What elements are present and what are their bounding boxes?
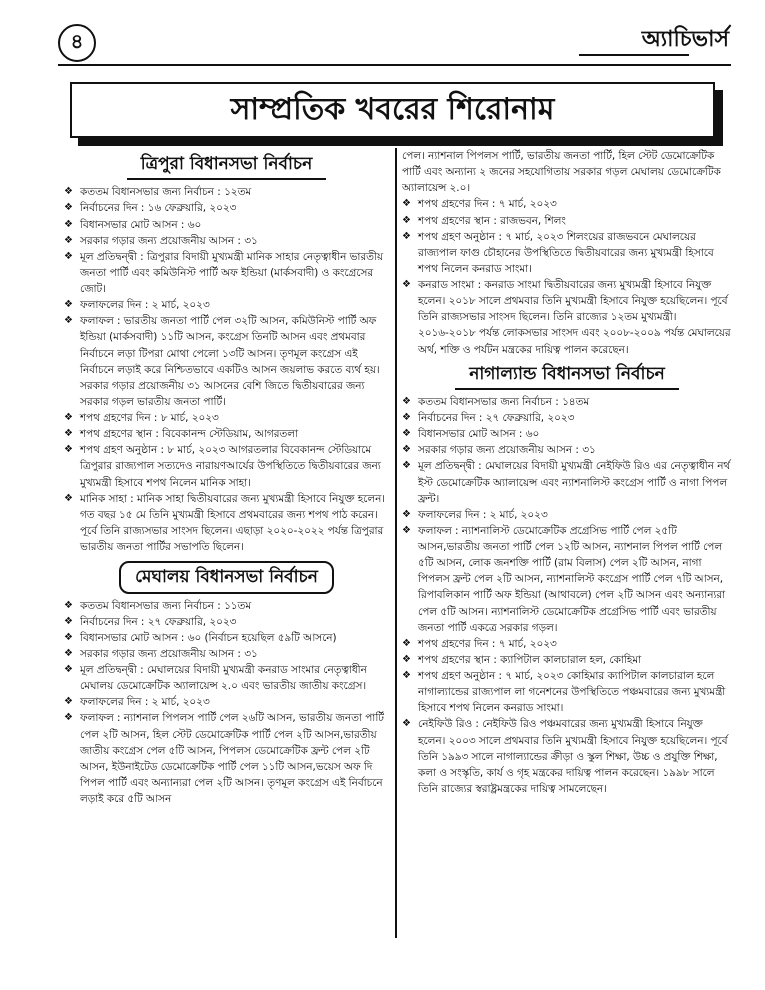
list-item — [402, 394, 732, 410]
header-rule — [58, 64, 731, 66]
page-title: সাম্প্রতিক খবরের শিরোনাম — [70, 82, 715, 138]
list-item — [64, 442, 389, 490]
bullet-icon: ❖ — [64, 615, 73, 627]
list-item-text: মূল প্রতিদ্বন্দ্বী : মেঘালয়ের বিদায়ী মুখ্যমন্ত্রী কনরাড সাংমার নেতৃত্বাধীন মেঘালয় ডেমোক্রেটিক অ্যালায়েন্স ২.০ এবং ভারতীয় জাতীয় কংগ্রেস। — [80, 664, 367, 693]
bullet-icon: ❖ — [64, 299, 73, 311]
tripura-heading: ত্রিপুরা বিধানসভা নির্বাচন — [127, 150, 327, 180]
list-item — [402, 523, 732, 636]
bullet-icon: ❖ — [64, 234, 73, 246]
list-item-text: নির্বাচনের দিন : ২৭ ফেব্রুয়ারি, ২০২৩ — [418, 412, 575, 425]
meghalaya-list-cont — [402, 196, 732, 357]
list-item — [64, 249, 389, 297]
brand-underline — [579, 54, 689, 56]
list-item-text: শপথ গ্রহণ অনুষ্ঠান : ৭ মার্চ, ২০২৩ কোহিমার ক্যাপিটাল কালচারাল হলে নাগাল্যান্ডের রাজ্যপাল লা গনেশনের উপস্থিতিতে পঞ্চমবারের জন্য মুখ্যমন্ত্রী হিসাবে শপথ নিলেন কনরাড সাংমা। — [418, 670, 726, 715]
list-item-text: ফলাফল : ন্যাশনাল পিপলস পার্টি পেল ২৬টি আসন, ভারতীয় জনতা পার্টি পেল ২টি আসন, হিল স্টেট ডেমোক্রেটিক পার্টি পেল ২টি আসন,ভারতীয় জাতীয় কংগ্রেস পেল ৫টি আসন, পিপলস ডেমোক্রেটিক ফ্রন্ট পেল ২টি আসন, ইউনাইটেড ডেমোক্রেটিক পার্টি পেল ১১টি আসন,ভয়েস অফ দি পিপল পার্টি এবং অন্যান্যরা পেল ২টি আসন। তৃণমূল কংগ্রেস এই নির্বাচনে লড়াই করে ৫টি আসন — [80, 712, 384, 806]
list-item-text: শপথ গ্রহণের দিন : ৭ মার্চ, ২০২৩ — [418, 637, 557, 650]
list-item — [402, 410, 732, 426]
bullet-icon: ❖ — [402, 444, 411, 456]
bullet-icon: ❖ — [64, 428, 73, 440]
list-item-text: শপথ গ্রহণের স্থান : বিবেকানন্দ স্টেডিয়াম, আগরতলা — [80, 428, 298, 441]
list-item-text: বিধানসভার মোট আসন : ৬০ — [80, 218, 202, 231]
list-item — [402, 668, 732, 716]
bullet-icon: ❖ — [402, 524, 411, 536]
list-item-text: সরকার গড়ার জন্য প্রয়োজনীয় আসন : ৩১ — [80, 647, 258, 660]
list-item — [64, 233, 389, 249]
list-item — [64, 184, 389, 200]
left-column — [64, 148, 389, 938]
column-divider — [395, 148, 397, 938]
page-number: ৪ — [58, 24, 96, 62]
list-item-text: ফলাফলের দিন : ২ মার্চ, ২০২৩ — [418, 508, 548, 521]
bullet-icon: ❖ — [402, 670, 411, 682]
nagaland-heading-wrap — [402, 358, 732, 394]
bullet-icon: ❖ — [64, 315, 73, 327]
list-item — [64, 491, 389, 556]
list-item — [402, 229, 732, 277]
list-item-text: শপথ গ্রহণের দিন : ৭ মার্চ, ২০২৩ — [418, 198, 557, 211]
list-item-text: ফলাফল : ভারতীয় জনতা পার্টি পেল ৩২টি আসন, কমিউনিস্ট পার্টি অফ ইন্ডিয়া (মার্কসবাদী) ১১টি আসন, কংগ্রেস তিনটি আসন এবং প্রথমবার নির্বাচনে লড়া টিপরা মোথা পেলো ১৩টি আসন। তৃণমূল কংগ্রেস এই নির্বাচনে লড়াই করে নিশ্চিতভাবে একটিও আসন জয়লাভ করতে ব্যর্থ হয়। সরকার গড়ার প্রয়োজনীয় ৩১ আসনের বেশি জিতে দ্বিতীয়বারের জন্য সরকার গড়ল ভারতীয় জনতা পার্টি। — [80, 315, 380, 408]
list-item — [64, 614, 389, 630]
bullet-icon: ❖ — [402, 230, 411, 242]
meghalaya-continuation: পেল। ন্যাশনাল পিপলস পার্টি, ভারতীয় জনতা পার্টি, হিল স্টেট ডেমোক্রেটিক পার্টি এবং অন্যান্য ২ জনের সহযোগিতায় সরকার গড়ল মেঘালয় ডেমোক্রেটিক অ্যালায়েন্স ২.০। — [402, 150, 721, 195]
list-item-text: ফলাফলের দিন : ২ মার্চ, ২০২৩ — [80, 696, 210, 709]
brand-logo — [579, 18, 729, 62]
list-item-text: শপথ গ্রহণ অনুষ্ঠান : ৮ মার্চ, ২০২৩ আগরতলার বিবেকানন্দ স্টেডিয়ামে ত্রিপুরার রাজ্যপাল সত্যদেও নারায়ণআর্যের উপস্থিতিতে দ্বিতীয়বারের জন্য মুখ্যমন্ত্রী হিসাবে শপথ নিলেন মানিক সাহা। — [80, 444, 381, 489]
bullet-icon: ❖ — [402, 279, 411, 290]
list-item-text: সরকার গড়ার জন্য প্রয়োজনীয় আসন : ৩১ — [418, 444, 596, 457]
list-item — [64, 630, 389, 646]
bullet-icon: ❖ — [402, 460, 411, 472]
list-item — [64, 200, 389, 216]
list-item — [402, 277, 732, 358]
bullet-icon: ❖ — [64, 696, 73, 708]
list-item — [402, 458, 732, 506]
meghalaya-heading: মেঘালয় বিধানসভা নির্বাচন — [119, 561, 334, 593]
bullet-icon: ❖ — [64, 202, 73, 214]
tripura-list — [64, 184, 389, 555]
bullet-icon: ❖ — [64, 647, 73, 659]
list-item-text: নেইফিউ রিও : নেইফিউ রিও পঞ্চমবারের জন্য মুখ্যমন্ত্রী হিসাবে নিযুক্ত হলেন। ২০০৩ সালে প্রথমবার তিনি মুখ্যমন্ত্রী হিসাবে নিযুক্ত হয়েছিলেন। পূর্বে তিনি ১৯৯৩ সালে নাগাল্যান্ডের ক্রীড়া ও স্কুল শিক্ষা, উচ্চ ও প্রযুক্তি শিক্ষা, কলা ও সংস্কৃতি, কার্য ও গৃহ মন্ত্রকের দায়িত্ব পালন করেছেন। ১৯৯৮ সালে তিনি রাজ্যের স্বরাষ্ট্রমন্ত্রকের দায়িত্ব সামলেছেন। — [418, 718, 728, 795]
bullet-icon: ❖ — [402, 637, 411, 649]
list-item — [402, 507, 732, 523]
list-item — [64, 217, 389, 233]
list-item — [402, 196, 732, 212]
title-banner — [70, 82, 715, 138]
nagaland-heading: নাগাল্যান্ড বিধানসভা নির্বাচন — [455, 360, 679, 390]
list-item-text: ফলাফল : ন্যাশনালিস্ট ডেমোক্রেটিক প্রগ্রেসিভ পার্টি পেল ২৫টি আসন,ভারতীয় জনতা পার্টি পেল ১২টি আসন, ন্যাশনাল পিপল পার্টি পেল ৫টি আসন, লোক জনশক্তি পার্টি (রাম বিলাস) পেল ২টি আসন, নাগা পিপলস ফ্রন্ট পেল ২টি আসন, ন্যাশনালিস্ট কংগ্রেস পার্টি পেল ৭টি আসন, রিপাবলিকান পার্টি অফ ইন্ডিয়া (আথাবলে) পেল ২টি আসন এবং অন্যান্যরা পেল ৫টি আসন। ন্যাশনালিস্ট ডেমোক্রেটিক প্রগ্রেসিভ পার্টি এবং ভারতীয় জনতা পার্টি একত্রে সরকার গড়ল। — [418, 524, 726, 634]
list-item-text: কততম বিধানসভার জন্য নির্বাচন : ১৪তম — [418, 395, 590, 408]
bullet-icon: ❖ — [64, 712, 73, 724]
bullet-icon: ❖ — [402, 214, 411, 226]
bullet-icon: ❖ — [64, 186, 73, 198]
right-column — [402, 148, 732, 938]
meghalaya-list — [64, 598, 389, 808]
list-item-text: বিধানসভার মোট আসন : ৬০ — [418, 428, 540, 441]
list-item — [64, 426, 389, 442]
bullet-icon: ❖ — [64, 218, 73, 230]
list-item — [402, 213, 732, 229]
list-item-text: শপথ গ্রহণের স্থান : ক্যাপিটাল কালচারাল হল, কোহিমা — [418, 653, 642, 666]
list-item-text: মানিক সাহা : মানিক সাহা দ্বিতীয়বারের জন্য মুখ্যমন্ত্রী হিসাবে নিযুক্ত হলেন। গত বছর ১৫ মে তিনি মুখ্যমন্ত্রী হিসাবে প্রথমবারের জন্য শপথ পাঠ করেন। পূর্বে তিনি রাজ্যসভার সাংসদ ছিলেন। এছাড়া ২০২০-২০২২ পর্যন্ত ত্রিপুরার ভারতীয় জনতা পার্টির সভাপতি ছিলেন। — [80, 492, 386, 554]
list-item — [64, 313, 389, 410]
bullet-icon: ❖ — [402, 428, 411, 440]
list-item-text: শপথ গ্রহণের স্থান : রাজভবন, শিলং — [418, 214, 566, 227]
bullet-icon: ❖ — [64, 250, 73, 262]
list-item — [64, 410, 389, 426]
bullet-icon: ❖ — [64, 412, 73, 424]
list-item-text: নির্বাচনের দিন : ১৬ ফেব্রুয়ারি, ২০২৩ — [80, 202, 237, 215]
list-item — [402, 636, 732, 652]
bullet-icon: ❖ — [402, 395, 411, 407]
list-item — [64, 694, 389, 710]
list-item — [402, 442, 732, 458]
list-item — [64, 598, 389, 614]
meghalaya-heading-wrap — [64, 555, 389, 597]
list-item-text: কততম বিধানসভার জন্য নির্বাচন : ১১তম — [80, 599, 252, 612]
tripura-heading-wrap — [64, 148, 389, 184]
bullet-icon: ❖ — [402, 198, 411, 210]
list-item-text: কনরাড সাংমা : কনরাড সাংমা দ্বিতীয়বারের জন্য মুখ্যমন্ত্রী হিসাবে নিযুক্ত হলেন। ২০১৮ সালে প্রথমবার তিনি মুখ্যমন্ত্রী হিসাবে নিযুক্ত হয়েছিলেন। পূর্বে তিনি রাজ্যসভার সাংসদ ছিলেন। তিনি রাজ্যের ১২তম মুখ্যমন্ত্রী। ২০১৬-২০১৮ পর্যন্ত লোকসভার সাংসদ এবং ২০০৮-২০০৯ পর্যন্ত মেঘালয়ের অর্থ, শক্তি ও পর্যটন মন্ত্রকের দায়িত্ব পালন করেছেন। — [418, 279, 731, 356]
brand-name: অ্যাচিভার্স — [641, 26, 729, 52]
bullet-icon: ❖ — [64, 444, 73, 456]
bullet-icon: ❖ — [402, 508, 411, 520]
list-item — [402, 652, 732, 668]
list-item-text: বিধানসভার মোট আসন : ৬০ (নির্বাচন হয়েছিল ৫৯টি আসনে) — [80, 631, 337, 644]
list-item-text: নির্বাচনের দিন : ২৭ ফেব্রুয়ারি, ২০২৩ — [80, 615, 237, 628]
bullet-icon: ❖ — [64, 664, 73, 676]
list-item — [402, 426, 732, 442]
list-item — [402, 716, 732, 797]
list-item — [64, 710, 389, 807]
list-item — [64, 646, 389, 662]
list-item-text: কততম বিধানসভার জন্য নির্বাচন : ১২তম — [80, 186, 252, 199]
list-item-text: শপথ গ্রহণ অনুষ্ঠান : ৭ মার্চ, ২০২৩ শিলংয়ের রাজভবনে মেঘালয়ের রাজ্যপাল ফাগু চৌহানের উপস্থিতিতে দ্বিতীয়বারের জন্য মুখ্যমন্ত্রী হিসাবে শপথ নিলেন কনরাড সাংমা। — [418, 230, 714, 275]
list-item — [64, 662, 389, 694]
nagaland-list — [402, 394, 732, 797]
bullet-icon: ❖ — [402, 718, 411, 730]
list-item-text: শপথ গ্রহণের দিন : ৮ মার্চ, ২০২৩ — [80, 412, 219, 425]
bullet-icon: ❖ — [64, 599, 73, 611]
bullet-icon: ❖ — [64, 492, 73, 504]
list-item-text: মূল প্রতিদ্বন্দ্বী : ত্রিপুরার বিদায়ী মুখ্যমন্ত্রী মানিক সাহার নেতৃত্বাধীন ভারতীয় জনতা পার্টি এবং কমিউনিস্ট পার্টি অফ ইন্ডিয়া (মার্কসবাদী) ও কংগ্রেসের জোট। — [80, 250, 384, 296]
bullet-icon: ❖ — [402, 653, 411, 665]
bullet-icon: ❖ — [64, 631, 73, 643]
list-item-text: সরকার গড়ার জন্য প্রয়োজনীয় আসন : ৩১ — [80, 234, 258, 247]
list-item — [64, 297, 389, 313]
list-item-text: ফলাফলের দিন : ২ মার্চ, ২০২৩ — [80, 299, 210, 312]
bullet-icon: ❖ — [402, 412, 411, 424]
list-item-text: মূল প্রতিদ্বন্দ্বী : মেঘালয়ের বিদায়ী মুখ্যমন্ত্রী নেইফিউ রিও এর নেতৃত্বাধীন নর্থ ইস্ট ডেমোক্রেটিক অ্যালায়েন্স এবং ন্যাশনালিস্ট কংগ্রেস পার্টি ও নাগা পিপল ফ্রন্ট। — [418, 460, 731, 505]
